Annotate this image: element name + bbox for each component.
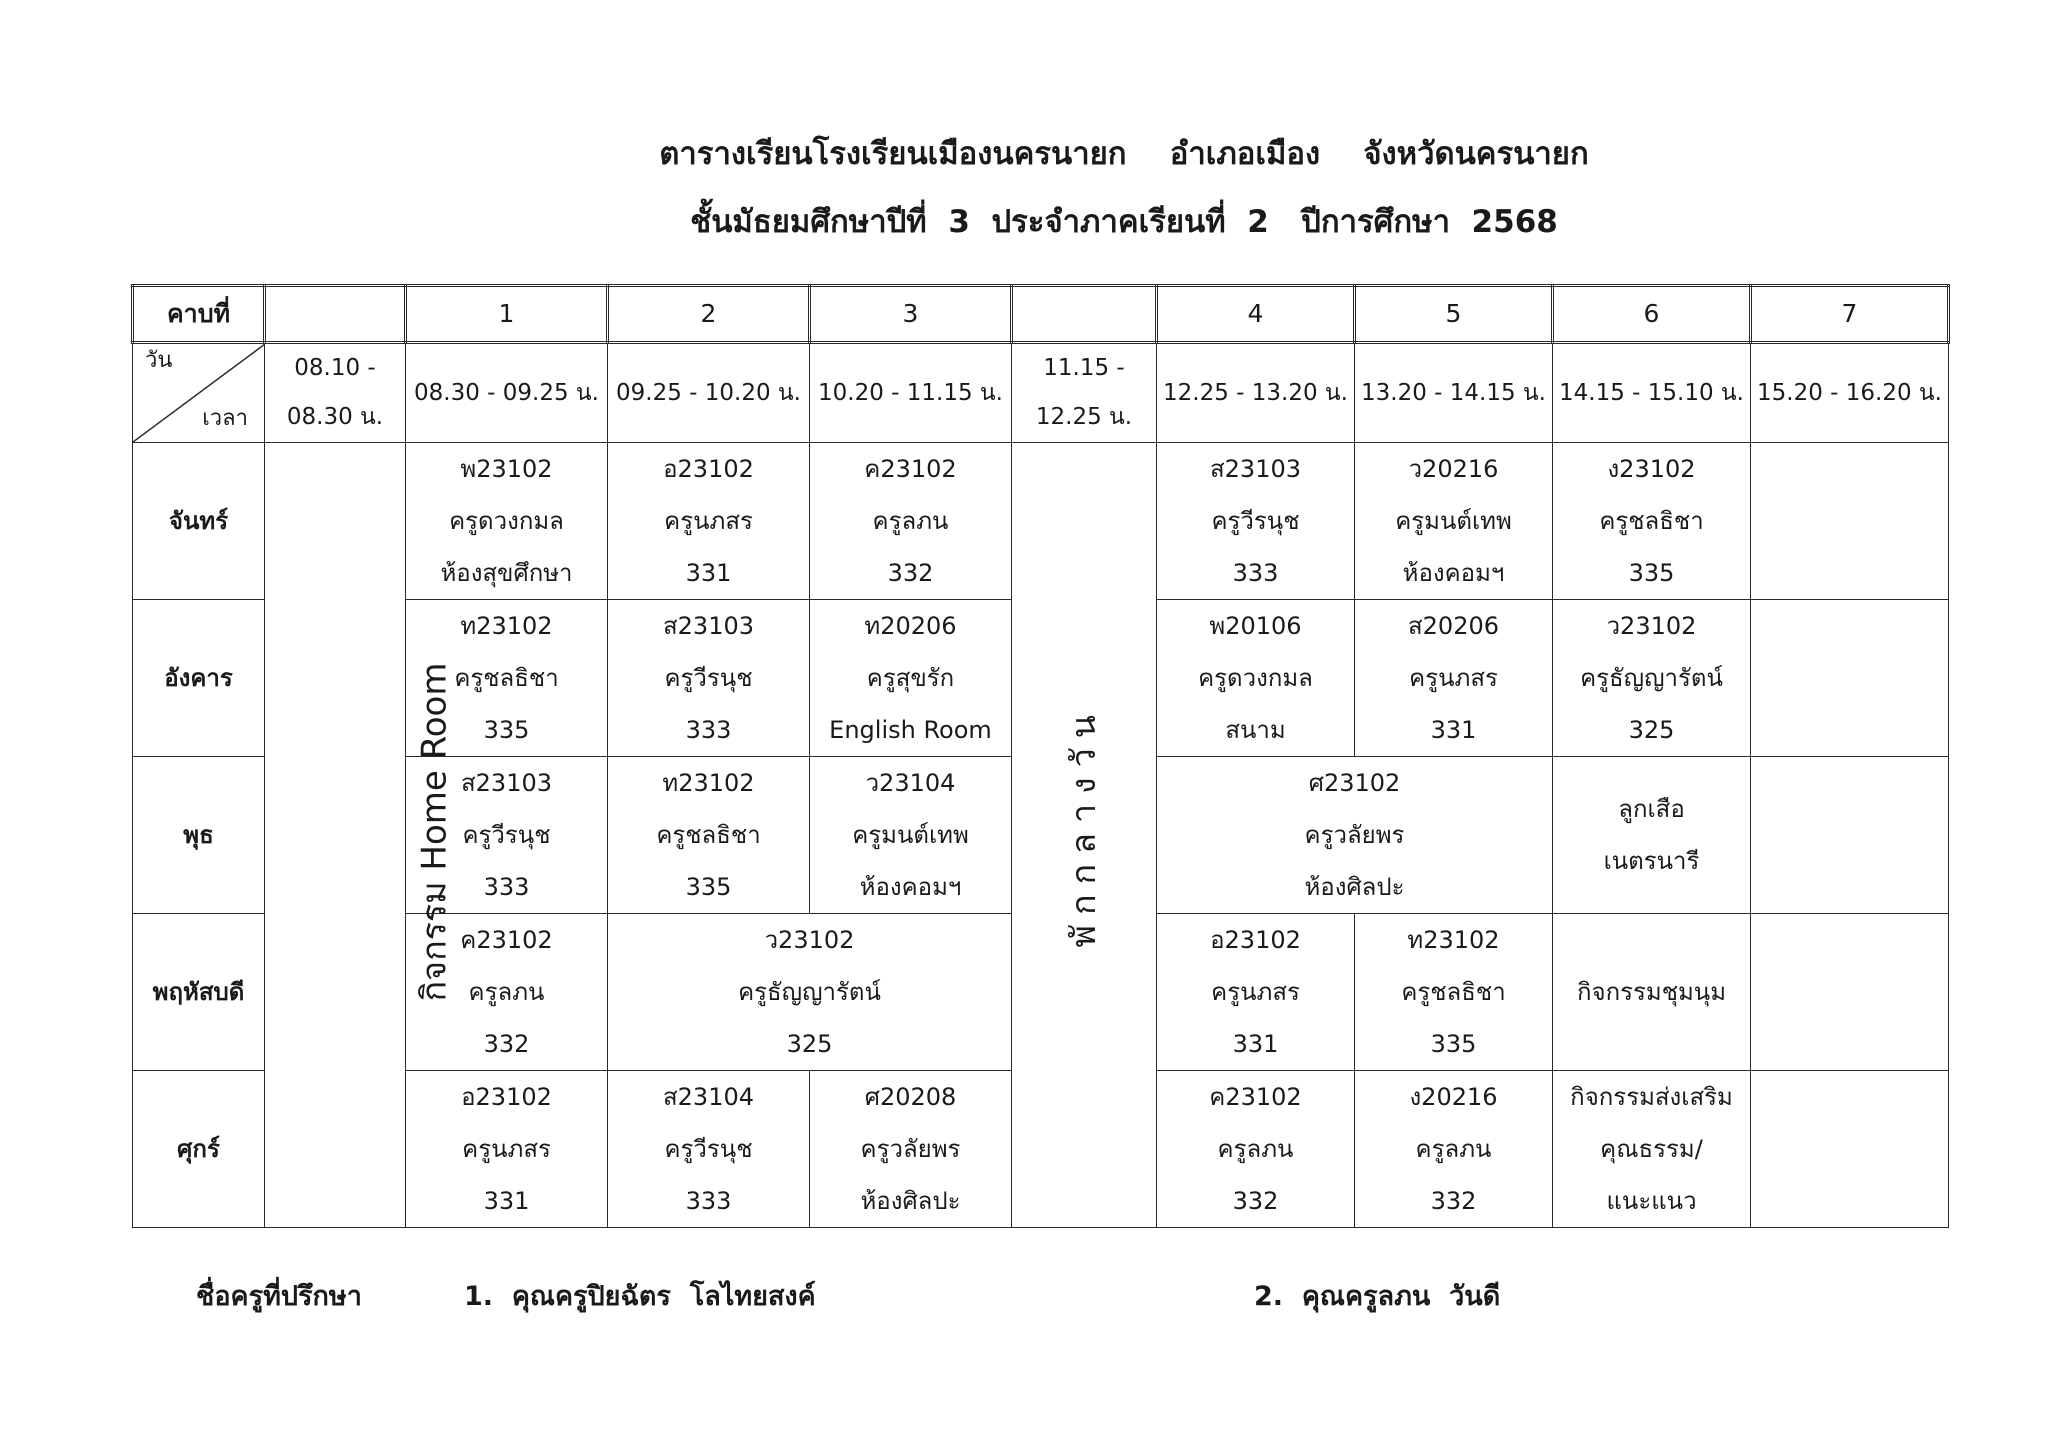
- class-cell: กิจกรรมชุมนุม: [1553, 914, 1751, 1071]
- class-cell: ค23102 ครูลภน 332: [1157, 1071, 1355, 1228]
- page-title: ตารางเรียนโรงเรียนเมืองนครนายก อำเภอเมือง จังหวัดนครนายก: [659, 136, 1589, 172]
- class-cell: อ23102 ครูนภสร 331: [406, 1071, 608, 1228]
- class-cell: ง20216 ครูลภน 332: [1355, 1071, 1553, 1228]
- timetable: [131, 284, 1950, 1228]
- time-period-5: 13.20 - 14.15 น.: [1355, 343, 1553, 443]
- class-cell: อ23102 ครูนภสร 331: [1157, 914, 1355, 1071]
- time-period-3: 10.20 - 11.15 น.: [810, 343, 1012, 443]
- period-header-5: 5: [1355, 286, 1553, 343]
- class-cell: ส20206 ครูนภสร 331: [1355, 600, 1553, 757]
- time-period-4: 12.25 - 13.20 น.: [1157, 343, 1355, 443]
- time-row: [133, 343, 1949, 443]
- time-label: เวลา: [202, 406, 248, 431]
- class-cell: ส23103 ครูวีรนุช 333: [406, 757, 608, 914]
- class-cell: ค23102 ครูลภน 332: [406, 914, 608, 1071]
- empty-cell: [1751, 914, 1949, 1071]
- day-name: จันทร์: [133, 443, 265, 600]
- class-cell: พ23102 ครูดวงกมล ห้องสุขศึกษา: [406, 443, 608, 600]
- day-time-corner: [133, 343, 265, 443]
- class-cell: กิจกรรมส่งเสริม คุณธรรม/ แนะแนว: [1553, 1071, 1751, 1228]
- class-cell: ท23102 ครูชลธิชา 335: [406, 600, 608, 757]
- day-label: วัน: [145, 348, 173, 373]
- class-cell: ค23102 ครูลภน 332: [810, 443, 1012, 600]
- class-cell: ว23102 ครูธัญญารัตน์ 325: [1553, 600, 1751, 757]
- class-cell: ส23104 ครูวีรนุช 333: [608, 1071, 810, 1228]
- class-cell: ศ20208 ครูวลัยพร ห้องศิลปะ: [810, 1071, 1012, 1228]
- period-header-7: 7: [1751, 286, 1949, 343]
- period-header-4: 4: [1157, 286, 1355, 343]
- period-header-6: 6: [1553, 286, 1751, 343]
- class-cell: ท20206 ครูสุขรัก English Room: [810, 600, 1012, 757]
- period-header-1: 1: [406, 286, 608, 343]
- time-period-1: 08.30 - 09.25 น.: [406, 343, 608, 443]
- empty-cell: [1751, 443, 1949, 600]
- empty-cell: [1751, 600, 1949, 757]
- class-cell: ส23103 ครูวีรนุช 333: [608, 600, 810, 757]
- class-cell: ท23102 ครูชลธิชา 335: [1355, 914, 1553, 1071]
- class-cell: ส23103 ครูวีรนุช 333: [1157, 443, 1355, 600]
- time-period-6: 14.15 - 15.10 น.: [1553, 343, 1751, 443]
- class-cell-merged: ศ23102 ครูวลัยพร ห้องศิลปะ: [1157, 757, 1553, 914]
- advisor-2: 2. คุณครูลภน วันดี: [1254, 1281, 1501, 1312]
- class-cell: พ20106 ครูดวงกมล สนาม: [1157, 600, 1355, 757]
- period-label: คาบที่: [133, 286, 265, 343]
- time-lunch: 11.15 - 12.25 น.: [1012, 343, 1157, 443]
- empty-cell: [1751, 757, 1949, 914]
- class-cell: ว23104 ครูมนต์เทพ ห้องคอมฯ: [810, 757, 1012, 914]
- time-homeroom: 08.10 - 08.30 น.: [265, 343, 406, 443]
- class-cell: ลูกเสือ เนตรนารี: [1553, 757, 1751, 914]
- period-header-2: 2: [608, 286, 810, 343]
- empty-cell: [1751, 1071, 1949, 1228]
- time-period-7: 15.20 - 16.20 น.: [1751, 343, 1949, 443]
- day-name: พฤหัสบดี: [133, 914, 265, 1071]
- period-header-lunch: [1012, 286, 1157, 343]
- class-cell: ง23102 ครูชลธิชา 335: [1553, 443, 1751, 600]
- class-cell: อ23102 ครูนภสร 331: [608, 443, 810, 600]
- lunch-break: พักกลางวัน: [1012, 443, 1157, 1228]
- day-name: อังคาร: [133, 600, 265, 757]
- day-name: พุธ: [133, 757, 265, 914]
- day-row-monday: [133, 443, 1949, 600]
- page-subtitle: ชั้นมัธยมศึกษาปีที่ 3 ประจำภาคเรียนที่ 2 ปีการศึกษา 2568: [690, 204, 1558, 240]
- homeroom-activity: กิจกรรม Home Room: [265, 443, 406, 1228]
- time-period-2: 09.25 - 10.20 น.: [608, 343, 810, 443]
- day-name: ศุกร์: [133, 1071, 265, 1228]
- period-header-3: 3: [810, 286, 1012, 343]
- class-cell-merged: ว23102 ครูธัญญารัตน์ 325: [608, 914, 1012, 1071]
- class-cell: ท23102 ครูชลธิชา 335: [608, 757, 810, 914]
- advisor-1: 1. คุณครูปิยฉัตร โลไทยสงค์: [464, 1281, 816, 1312]
- period-header-homeroom: [265, 286, 406, 343]
- period-header-row: [133, 286, 1949, 343]
- class-cell: ว20216 ครูมนต์เทพ ห้องคอมฯ: [1355, 443, 1553, 600]
- advisor-label: ชื่อครูที่ปรึกษา: [196, 1281, 362, 1312]
